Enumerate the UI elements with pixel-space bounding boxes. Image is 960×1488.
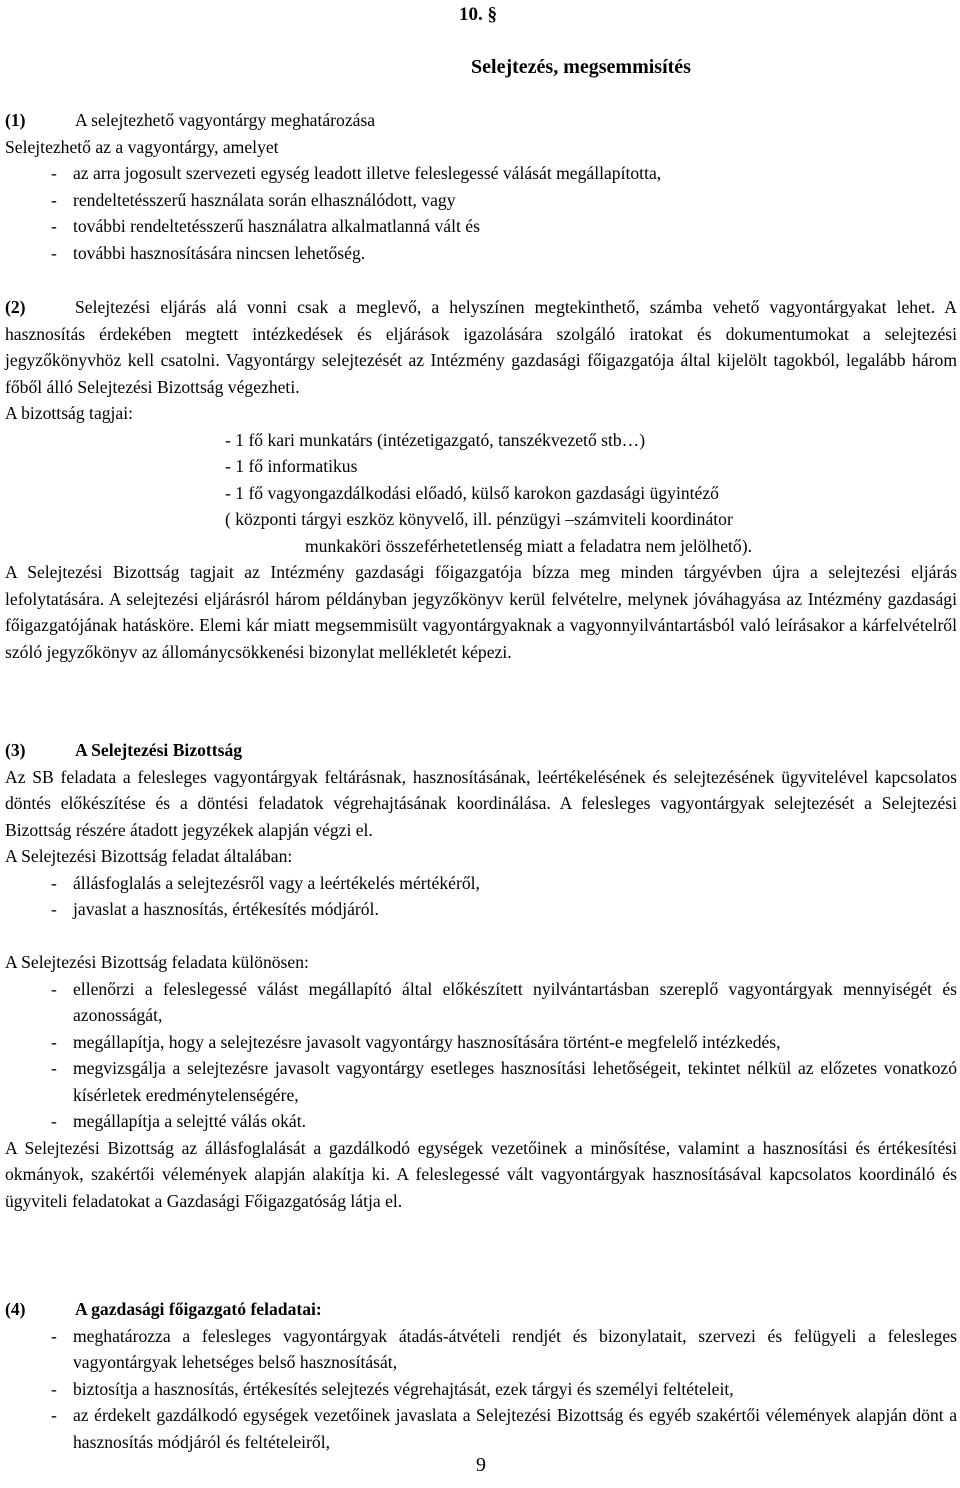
spacer bbox=[5, 923, 957, 950]
list-item: - további rendeltetésszerű használatra alkalmatlanná vált és bbox=[51, 216, 480, 236]
section-4-number: (4) bbox=[5, 1299, 26, 1319]
section-1-number: (1) bbox=[5, 110, 26, 130]
section-2-number: (2) bbox=[5, 297, 26, 317]
list-item: - rendeltetésszerű használata során elhasználódott, vagy bbox=[51, 189, 456, 210]
section-3 bbox=[5, 737, 957, 1214]
members-label: A bizottság tagjai: bbox=[5, 403, 134, 423]
section-1-intro: Selejtezhető az a vagyontárgy, amelyet bbox=[5, 136, 279, 157]
section-3-label: A Selejtezési Bizottság bbox=[75, 740, 243, 760]
section-2-paragraph-2: A Selejtezési Bizottság tagjait az Intézmény gazdasági főigazgatója bízza meg minden tárgyévben újra a selejtezési eljárás lefolytatására. A selejtezési eljárásról három példányban jegyzőkönyv kerül felvételre, melynek jóváhagyása az Intézmény gazdasági főigazgatójának hatásköre. Elemi kár miatt megsemmisült vagyontárgyaknak a vagyonnyilvántartásból való leírásakor a kárfelvételről szóló jegyzőkönyv az állománycsökkenési bizonylat mellékletét képezi. bbox=[5, 562, 957, 662]
section-1-label: A selejtezhető vagyontárgy meghatározása bbox=[75, 110, 376, 130]
special-label: A Selejtezési Bizottság feladata különösen: bbox=[5, 952, 309, 972]
section-number: 10. § bbox=[459, 4, 497, 25]
list-item: - 1 fő informatikus bbox=[225, 456, 358, 476]
list-item: - biztosítja a hasznosítás, értékesítés selejtezés végrehajtását, ezek tárgyi és személyi feltételeit, bbox=[51, 1378, 734, 1399]
list-item: - megállapítja, hogy a selejtezésre javasolt vagyontárgy hasznosítására történt-e megfelelő intézkedés, bbox=[51, 1031, 781, 1052]
section-2-paragraph-1: (2) Selejtezési eljárás alá vonni csak a meglevő, a helyszínen megtekinthető, számba vehető vagyontárgyakat lehet. A hasznosítás érdekében megtett intézkedések és eljárások igazolására szolgáló iratokat és dokumentumokat a selejtezési jegyzőkönyvhöz kell csatolni. Vagyontárgy selejtezését az Intézmény gazdasági főigazgatója által kijelölt tagokból, legalább három főből álló Selejtezési Bizottság végezheti. bbox=[5, 294, 957, 400]
general-label: A Selejtezési Bizottság feladat általában: bbox=[5, 846, 293, 866]
list-item: - megállapítja a selejtté válás okát. bbox=[51, 1111, 307, 1131]
section-4-header bbox=[5, 1296, 957, 1323]
list-item: - megvizsgálja a selejtezésre javasolt vagyontárgy esetleges hasznosítási lehetőségeit, tekintet nélkül az előzetes vonatkozó kísérletek eredménytelenségére, bbox=[51, 1058, 957, 1105]
section-4 bbox=[5, 1296, 957, 1455]
list-item: - állásfoglalás a selejtezésről vagy a leértékelés mértékéről, bbox=[51, 872, 480, 893]
document-page bbox=[5, 0, 957, 1488]
members-continuation: munkaköri összeférhetetlenség miatt a feladatra nem jelölhető). bbox=[305, 535, 752, 556]
section-3-header bbox=[5, 737, 957, 764]
section-3-paragraph-1: Az SB feladata a felesleges vagyontárgyak feltárásnak, hasznosításának, leértékelésének és selejtezésének ügyvitelével kapcsolatos döntés előkészítése és a döntési feladatok végrehajtásának koordinálása. A felesleges vagyontárgyak selejtezését a Selejtezési Bizottság részére átadott jegyzékek alapján végzi el. bbox=[5, 766, 957, 840]
list-item: - ellenőrzi a feleslegessé válást megállapító által előkészített nyilvántartásban szereplő vagyontárgyak mennyiségét és azonosságát, bbox=[51, 978, 957, 1025]
list-item: - javaslat a hasznosítás, értékesítés módjáról. bbox=[51, 899, 379, 919]
list-item: - további hasznosítására nincsen lehetőség. bbox=[51, 242, 366, 263]
list-item: - meghatározza a felesleges vagyontárgyak átadás-átvételi rendjét és bizonylatait, szervezi és felügyeli a felesleges vagyontárgyak lehetséges belső hasznosítását, bbox=[51, 1325, 957, 1372]
list-item: - 1 fő vagyongazdálkodási előadó, külső karokon gazdasági ügyintéző bbox=[225, 482, 719, 503]
list-item: - 1 fő kari munkatárs (intézetigazgató, tanszékvezető stb…) bbox=[225, 429, 646, 450]
page-title: Selejtezés, megsemmisítés bbox=[471, 56, 691, 78]
list-item: ( központi tárgyi eszköz könyvelő, ill. pénzügyi –számviteli koordinátor bbox=[225, 509, 733, 529]
page-number: 9 bbox=[476, 1454, 486, 1476]
section-2 bbox=[5, 294, 957, 665]
section-4-label: A gazdasági főigazgató feladatai: bbox=[75, 1299, 322, 1319]
section-3-paragraph-2: A Selejtezési Bizottság az állásfoglalását a gazdálkodó egységek vezetőinek a minősítése, valamint a hasznosítási és értékesítési okmányok, szakértői vélemények alapján alakítja ki. A feleslegessé vált vagyontárgyak hasznosításával kapcsolatos koordináló és ügyviteli feladatokat a Gazdasági Főigazgatóság látja el. bbox=[5, 1137, 957, 1211]
section-1 bbox=[5, 107, 957, 266]
list-item: - az arra jogosult szervezeti egység leadott illetve feleslegessé válását megállapította, bbox=[51, 163, 662, 183]
section-1-header bbox=[5, 107, 957, 134]
members-list bbox=[5, 427, 957, 533]
list-item: - az érdekelt gazdálkodó egységek vezetőinek javaslata a Selejtezési Bizottság és egyéb szakértői vélemények alapján dönt a hasznosítás módjáról és feltételeiről, bbox=[51, 1405, 957, 1452]
section-3-number: (3) bbox=[5, 740, 26, 760]
